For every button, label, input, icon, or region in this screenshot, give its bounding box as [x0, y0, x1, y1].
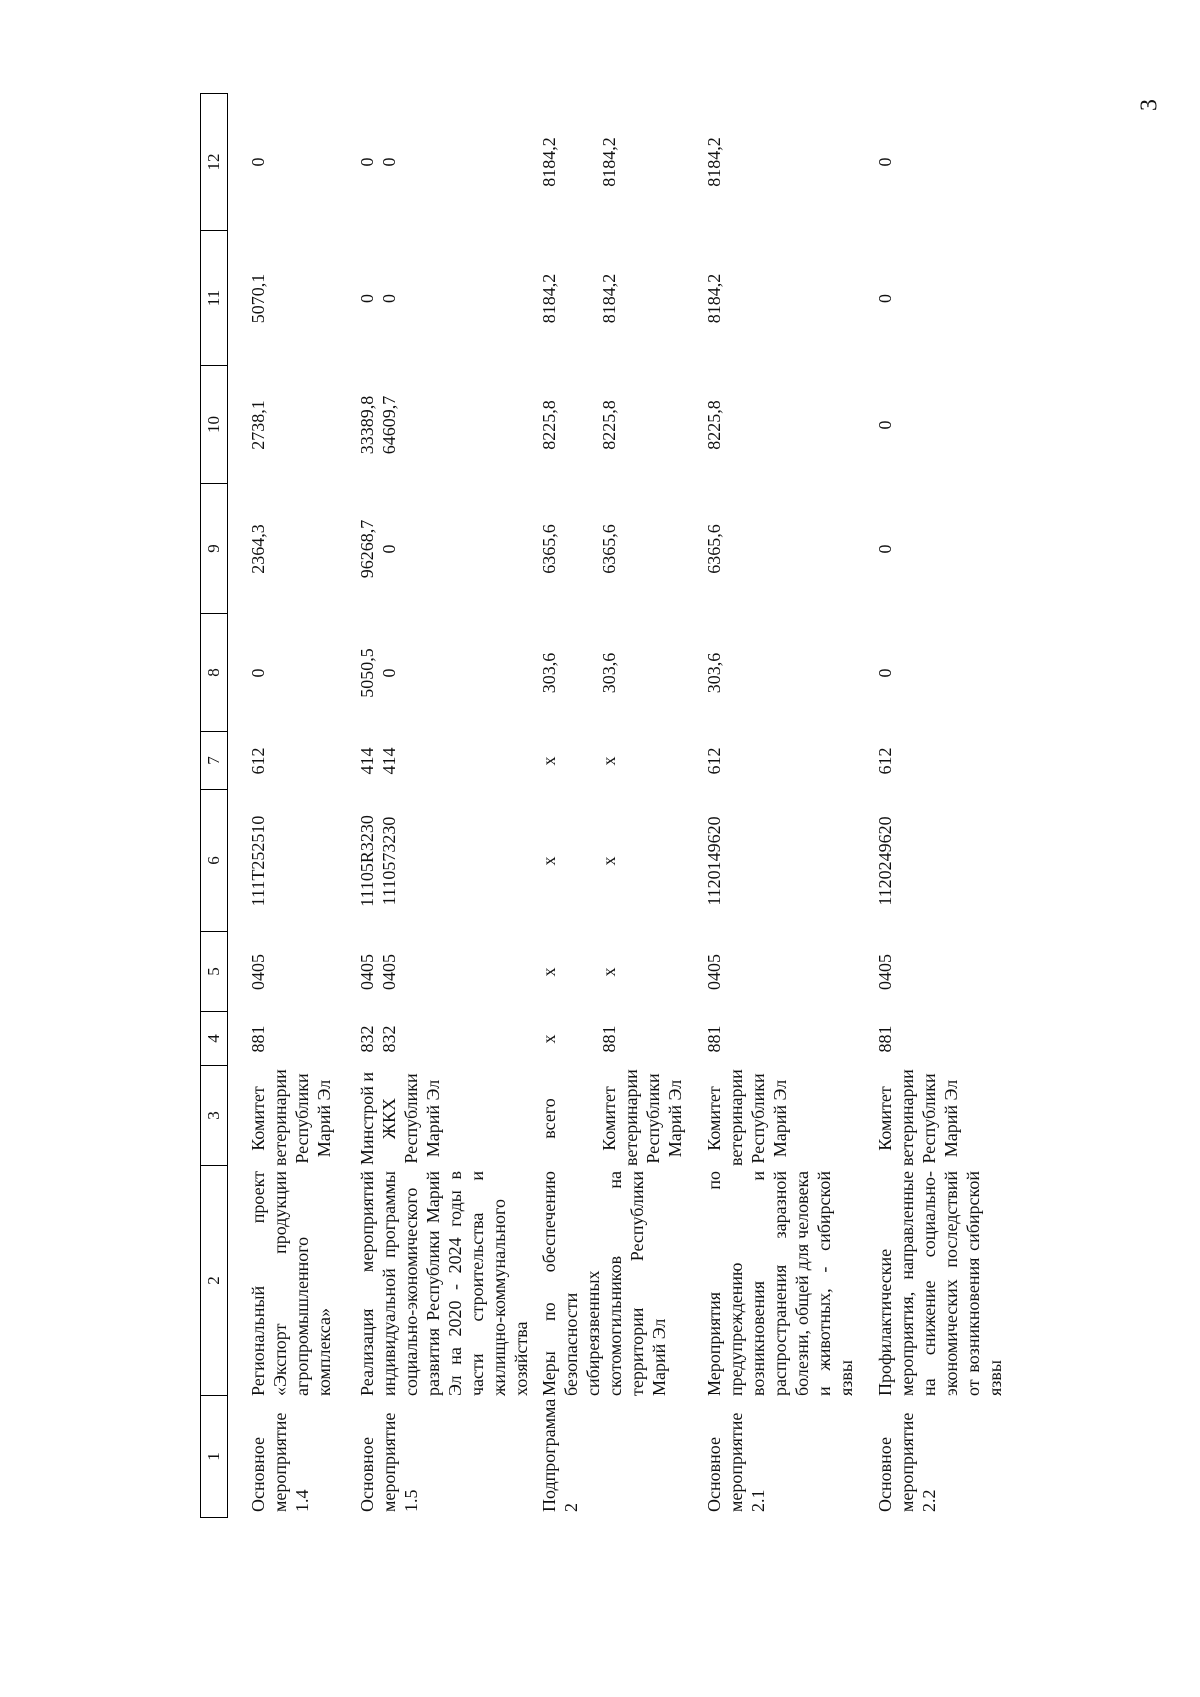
- row-value-col9: 6365,6: [539, 524, 559, 574]
- row-label: Основное мероприятие 1.5: [357, 1412, 421, 1512]
- row-value-col10: 0: [875, 420, 895, 430]
- column-header: 11: [201, 231, 227, 366]
- row-section: 0405 0405: [357, 954, 399, 990]
- column-header: 9: [201, 484, 227, 614]
- row-grbs: 832 832: [357, 1025, 399, 1053]
- row-description: Профилактические мероприятия, направленные на снижение социально-экономических последствий от возникновения сибирской язвы: [875, 1171, 1005, 1396]
- column-header: 7: [201, 732, 227, 790]
- row-grbs: 881: [704, 1025, 724, 1053]
- column-header: 12: [201, 93, 227, 231]
- row-value-col10: 8225,8: [539, 400, 559, 450]
- row-expense-type: 414 414: [357, 747, 399, 775]
- row-value-col10: 8225,8: [704, 400, 724, 450]
- column-header: 8: [201, 614, 227, 732]
- row-executor: Комитет ветеринарии Республики Марий Эл: [875, 1069, 961, 1166]
- row-label: Основное мероприятие 2.1: [704, 1412, 768, 1512]
- row-grbs: 881: [248, 1025, 268, 1053]
- row-section: х: [539, 967, 559, 977]
- row-description: Меры по обеспечению безопасности сибиреязвенных скотомогильников на территории Республики Марий Эл: [539, 1171, 669, 1396]
- row-value-col12: 0: [875, 157, 895, 167]
- row-expense-type: 612: [875, 747, 895, 775]
- row-value-col9: 96268,7 0: [357, 519, 399, 579]
- row-value-col12: 8184,2: [539, 137, 559, 187]
- row-section: 0405: [248, 954, 268, 990]
- row-expense-type: х: [539, 756, 559, 766]
- column-header: 2: [201, 1166, 227, 1396]
- row-value-col11: 8184,2: [704, 273, 724, 324]
- row-executor: всего: [539, 1098, 559, 1139]
- row-value-col11: 8184,2: [599, 273, 619, 324]
- row-value-col8: 303,6: [599, 652, 619, 694]
- row-value-col9: 2364,3: [248, 524, 268, 574]
- row-value-col10: 2738,1: [248, 400, 268, 450]
- table-header: [201, 93, 228, 1518]
- row-value-col8: 5050,5 0: [357, 648, 399, 698]
- page-number: 3: [1136, 99, 1163, 111]
- row-value-col12: 0: [248, 157, 268, 167]
- row-executor: Минстрой и ЖКХ Республики Марий Эл: [357, 1071, 443, 1166]
- row-label: Основное мероприятие 1.4: [248, 1412, 312, 1512]
- row-description: Мероприятия по предупреждению возникновения и распространения заразной болезни, общей для человека и животных, - сибирской язвы: [704, 1171, 856, 1396]
- row-target-item: х: [599, 856, 619, 866]
- row-target-item: 111Т252510: [248, 815, 268, 907]
- row-section: 0405: [875, 954, 895, 990]
- row-value-col12: 8184,2: [704, 137, 724, 187]
- column-header: 1: [201, 1396, 227, 1518]
- row-expense-type: х: [599, 756, 619, 766]
- column-header: 10: [201, 366, 227, 484]
- row-grbs: 881: [875, 1025, 895, 1053]
- row-value-col8: 0: [248, 668, 268, 678]
- row-executor: Комитет ветеринарии Республики Марий Эл: [248, 1069, 334, 1166]
- budget-table: [200, 93, 1200, 1518]
- column-header: 3: [201, 1066, 227, 1166]
- row-value-col12: 8184,2: [599, 137, 619, 187]
- row-executor: Комитет ветеринарии Республики Марий Эл: [704, 1069, 790, 1166]
- row-grbs: х: [539, 1034, 559, 1044]
- row-description: Региональный проект «Экспорт продукции агропромышленного комплекса»: [248, 1171, 334, 1396]
- row-value-col8: 0: [875, 668, 895, 678]
- row-value-col8: 303,6: [539, 652, 559, 694]
- column-header: 4: [201, 1012, 227, 1066]
- row-description: Реализация мероприятий индивидуальной программы социально-экономического развития Республики Марий Эл на 2020 - 2024 годы в части строительства и жилищно-коммунального хозяйства: [357, 1171, 531, 1396]
- column-header: 6: [201, 790, 227, 932]
- row-value-col9: 6365,6: [599, 524, 619, 574]
- row-executor: Комитет ветеринарии Республики Марий Эл: [599, 1069, 685, 1166]
- row-target-item: 1120149620: [704, 816, 724, 906]
- row-grbs: 881: [599, 1025, 619, 1053]
- row-label: Подпрограмма 2: [539, 1398, 581, 1512]
- row-value-col9: 0: [875, 544, 895, 554]
- row-value-col11: 5070,1: [248, 273, 268, 324]
- row-target-item: х: [539, 856, 559, 866]
- row-value-col9: 6365,6: [704, 524, 724, 574]
- row-value-col11: 8184,2: [539, 273, 559, 324]
- row-section: х: [599, 967, 619, 977]
- row-value-col12: 0 0: [357, 157, 399, 167]
- row-value-col11: 0 0: [357, 294, 399, 303]
- row-section: 0405: [704, 954, 724, 990]
- row-target-item: 1120249620: [875, 816, 895, 906]
- row-value-col10: 8225,8: [599, 400, 619, 450]
- row-expense-type: 612: [704, 747, 724, 775]
- column-header: 5: [201, 932, 227, 1012]
- row-value-col11: 0: [875, 294, 895, 303]
- row-value-col10: 33389,8 64609,7: [357, 395, 399, 455]
- row-expense-type: 612: [248, 747, 268, 775]
- row-target-item: 11105R3230 1110573230: [357, 815, 399, 907]
- row-label: Основное мероприятие 2.2: [875, 1412, 939, 1512]
- row-value-col8: 303,6: [704, 652, 724, 694]
